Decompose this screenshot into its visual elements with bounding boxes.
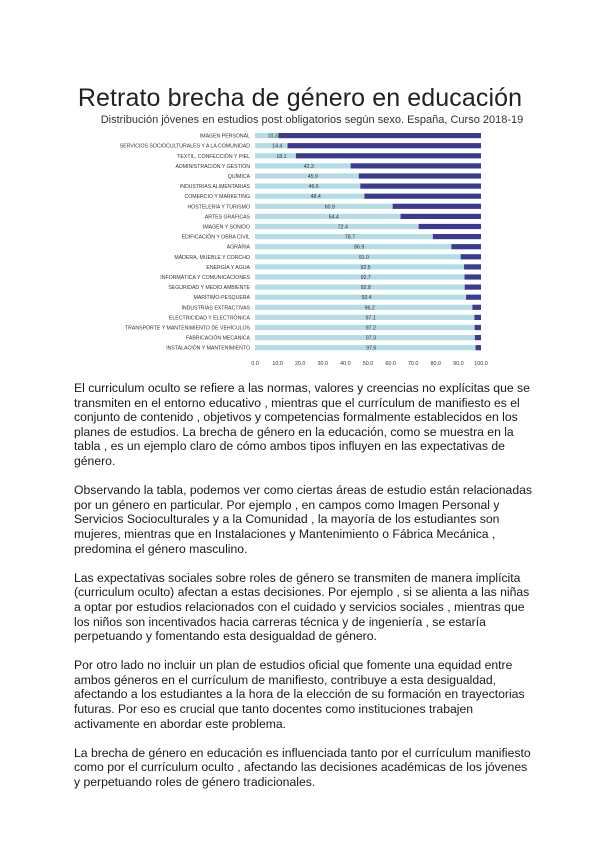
data-label: 86.9 (354, 244, 365, 251)
bar-women (401, 214, 481, 219)
category-label: HOSTELERÍA Y TURISMO (187, 204, 250, 211)
x-tick-label: 10.0 (272, 361, 283, 368)
x-tick-label: 40.0 (340, 361, 351, 368)
x-tick-label: 30.0 (317, 361, 329, 368)
data-label: 45.9 (307, 174, 318, 180)
bar-women (296, 153, 481, 158)
bar-women (476, 345, 481, 350)
bar-women (466, 295, 481, 300)
data-label: 10.3 (267, 133, 278, 140)
paragraph: Por otro lado no incluir un plan de estudios oficial que fomente una equidad entre ambos géneros en el currículum de manifiesto, contribuye a esta desigualdad, afectando a los estudiantes a la hora de la elección de su formación en trayectorias futuras. Por eso es crucial que tanto docentes como instituciones trabajen activamente en abordar este problema. (74, 658, 525, 731)
category-label: MADERA, MUEBLE Y CORCHO (174, 254, 250, 261)
data-label: 78.7 (344, 234, 355, 241)
data-label: 96.2 (364, 305, 375, 312)
bar-women (364, 194, 481, 199)
bar-women (393, 204, 481, 209)
data-label: 64.4 (328, 214, 339, 221)
bar-women (278, 133, 481, 138)
data-label: 60.9 (324, 204, 335, 211)
bar-women (360, 184, 481, 189)
category-label: ARTES GRÁFICAS (204, 214, 250, 221)
x-tick-label: 20.0 (294, 361, 306, 368)
category-label: TRANSPORTE Y MANTENIMIENTO DE VEHÍCULOS (124, 325, 250, 332)
data-label: 42.3 (303, 163, 314, 170)
gender-distribution-chart (0, 0, 600, 380)
x-tick-label: 60.0 (385, 361, 396, 368)
category-label: INDUSTRIAS EXTRACTIVAS (181, 305, 250, 312)
x-tick-label: 50.0 (362, 361, 374, 368)
bar-women (359, 173, 481, 178)
paragraph: Observando la tabla, podemos ver como ciertas áreas de estudio están relacionadas por un género en particular. Por ejemplo , en campos como Imagen Personal y Servicios Socioculturales y a la Comunidad , la mayoría de los estudiantes son mujeres, mientras que en Instalaciones y Mantenimiento o Fábrica Mecánica , predomina el género masculino. (74, 483, 532, 556)
bar-women (465, 274, 481, 279)
category-label: SERVICIOS SOCIOCULTURALES Y A LA COMUNIDAD (119, 143, 250, 150)
category-label: MARÍTIMO-PESQUERA (193, 295, 250, 302)
x-tick-label: 80.0 (430, 361, 442, 368)
bar-women (461, 254, 481, 259)
paragraph: El curriculum oculto se refiere a las normas, valores y creencias no explícitas que se transmiten en el entorno educativo , mientras que el currículum de manifiesto es el conjunto de contenido , objetivos y competencias formalmente establecidos en los planes de estudios. La brecha de género en la educación, como se muestra en la tabla , es un ejemplo claro de cómo ambos tipos influyen en las expectativas de género. (74, 381, 530, 468)
category-label: INDUSTRIAS ALIMENTARIAS (179, 184, 250, 191)
bar-women (433, 234, 481, 239)
bar-women (464, 264, 481, 269)
body-text (74, 381, 534, 804)
chart-subtitle: Distribución jóvenes en estudios post obligatorios según sexo. España, Curso 2018-19 (100, 114, 524, 126)
bar-women (465, 285, 481, 290)
category-label: ENERGÍA Y AGUA (206, 264, 250, 271)
category-label: EDIFICACIÓN Y OBRA CIVIL (181, 234, 250, 241)
data-label: 93.4 (361, 295, 372, 302)
category-label: FABRICACIÓN MECÁNICA (186, 335, 250, 342)
data-label: 97.3 (365, 335, 377, 342)
category-label: AGRARIA (226, 244, 250, 251)
category-label: ADMINISTRACIÓN Y GESTIÓN (175, 163, 250, 170)
data-label: 14.4 (272, 143, 283, 150)
page-title: Retrato brecha de género en educación (77, 84, 523, 112)
data-label: 46.6 (308, 184, 319, 191)
category-label: ELECTRICIDAD Y ELECTRÓNICA (168, 315, 250, 322)
bar-women (475, 335, 481, 340)
x-tick-label: 0.0 (251, 361, 259, 368)
category-label: SEGURIDAD Y MEDIO AMBIENTE (168, 285, 250, 292)
data-label: 72.4 (337, 224, 348, 231)
bar-women (472, 305, 481, 310)
data-label: 18.1 (276, 153, 287, 160)
data-label: 48.4 (310, 194, 321, 201)
category-label: INSTALACIÓN Y MANTENIMIENTO (166, 345, 250, 352)
data-label: 92.7 (360, 275, 371, 281)
data-label: 97.6 (366, 345, 377, 352)
bar-women (419, 224, 481, 229)
data-label: 97.2 (365, 325, 376, 332)
data-label: 91.0 (358, 254, 369, 261)
data-label: 92.8 (360, 285, 371, 292)
x-tick-label: 100.0 (474, 361, 488, 368)
category-label: COMERCIO Y MARKETING (184, 194, 250, 201)
data-label: 92.5 (360, 264, 371, 271)
x-tick-label: 90.0 (453, 361, 464, 368)
paragraph: La brecha de género en educación es influenciada tanto por el currículum manifiesto como por el currículum oculto , afectando las decisiones académicas de los jóvenes y perpetuando roles de género tradicionales. (74, 745, 531, 790)
bar-women (474, 315, 481, 320)
bar-women (451, 244, 481, 249)
x-tick-label: 70.0 (407, 361, 419, 368)
data-label: 97.1 (365, 315, 376, 322)
bar-women (475, 325, 481, 330)
category-label: IMAGEN PERSONAL (199, 133, 250, 140)
category-label: INFORMÁTICA Y COMUNICACIONES (160, 275, 250, 281)
category-label: IMAGEN Y SONIDO (202, 224, 250, 231)
category-label: QUÍMICA (227, 174, 250, 180)
paragraph: Las expectativas sociales sobre roles de género se transmiten de manera implícita (curriculum oculto) afectan a estas decisiones. Por ejemplo , si se alienta a las niñas a optar por estudios relacionados con el cuidado y servicios sociales , mientras que los niños son incentivados hacia carreras técnica y de ingeniería , se estaría perpetuando y fomentando esta desigualdad de género. (74, 570, 530, 644)
category-label: TEXTIL, CONFECCIÓN Y PIEL (177, 153, 250, 160)
bar-women (351, 163, 481, 168)
bar-women (288, 143, 481, 148)
